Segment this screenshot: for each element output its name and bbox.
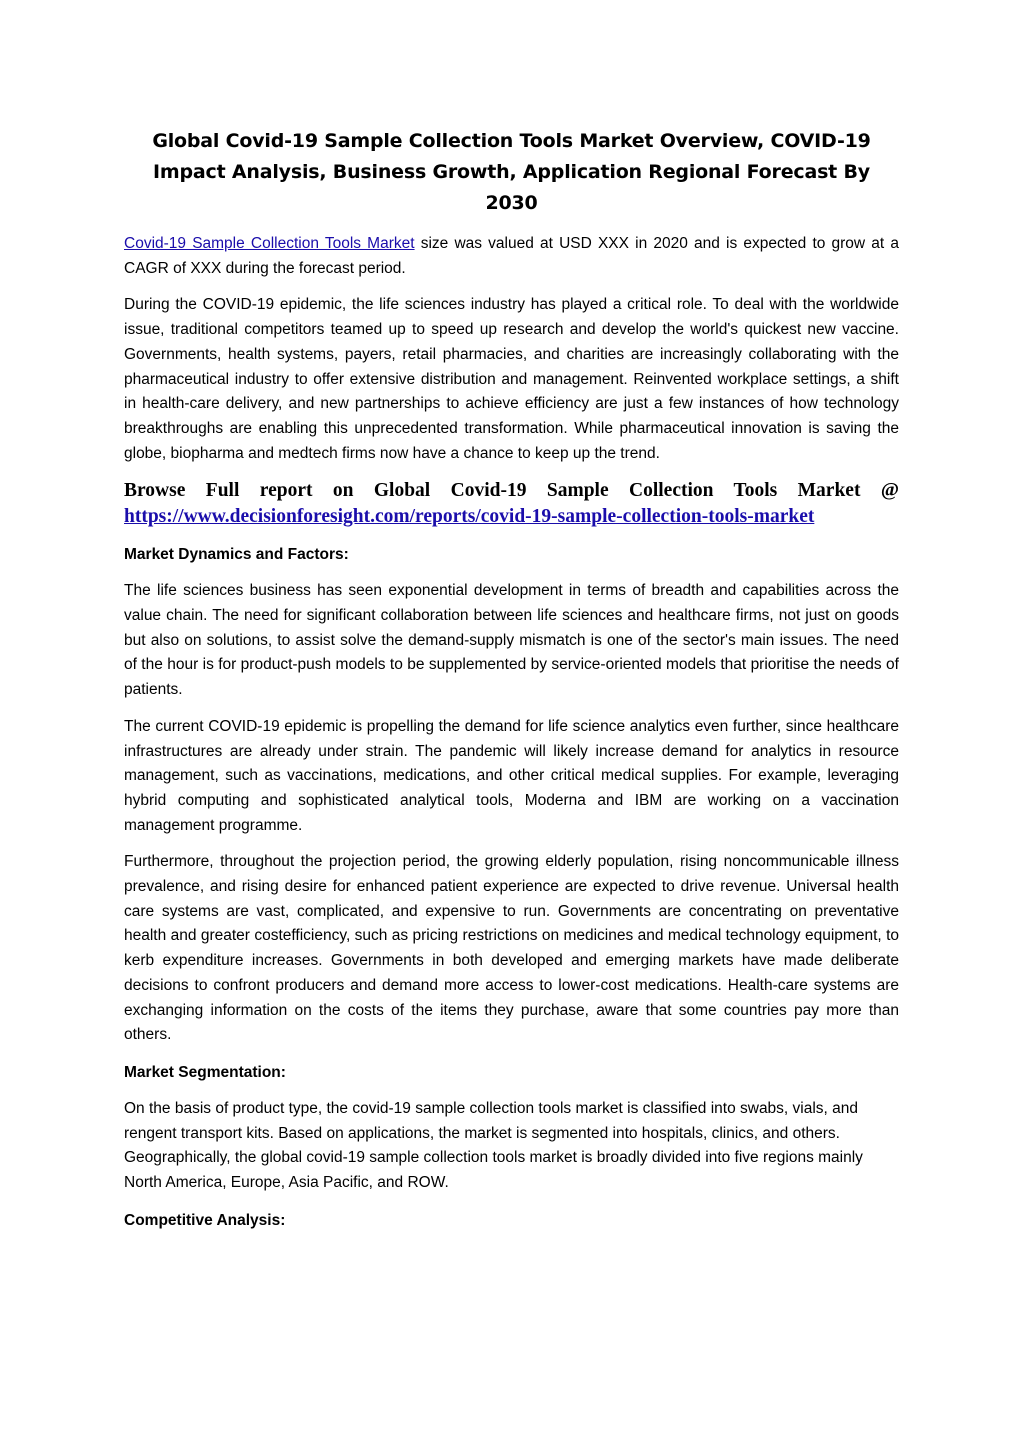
- document-page: [124, 126, 899, 1233]
- page-title: Global Covid-19 Sample Collection Tools Market Overview, COVID-19 Impact Analysis, Business Growth, Application Regional Forecast By 2030: [152, 130, 871, 214]
- browse-report-line: [124, 478, 899, 530]
- market-segmentation-heading: Market Segmentation:: [124, 1063, 286, 1081]
- intro-text: size was valued at USD XXX in 2020 and is expected to grow at a CAGR of XXX during the forecast period.: [124, 235, 899, 277]
- dynamics-paragraph-3: Furthermore, throughout the projection period, the growing elderly population, rising noncommunicable illness prevalence, and rising desire for enhanced patient experience are expected to drive revenue. Universal health care systems are vast, complicated, and expensive to run. Governments are concentrating on preventative health and greater costefficiency, such as pricing restrictions on medicines and medical technology equipment, to kerb expenditure increases. Governments in both developed and emerging markets have made deliberate decisions to confront producers and demand more access to lower-cost medications. Health-care systems are exchanging information on the costs of the items they purchase, aware that some countries pay more than others.: [124, 853, 899, 1044]
- intro-paragraph: [124, 232, 899, 281]
- segmentation-paragraph: On the basis of product type, the covid-19 sample collection tools market is classified into swabs, vials, and rengent transport kits. Based on applications, the market is segmented into hospitals, clinics, and others. Geographically, the global covid-19 sample collection tools market is broadly divided into five regions mainly North America, Europe, Asia Pacific, and ROW.: [124, 1099, 863, 1192]
- epidemic-paragraph: During the COVID-19 epidemic, the life sciences industry has played a critical role. To deal with the worldwide issue, traditional competitors teamed up to speed up research and develop the world's quickest new vaccine. Governments, health systems, payers, retail pharmacies, and charities are increasingly collaborating with the pharmaceutical industry to offer extensive distribution and management. Reinvented workplace settings, a shift in health-care delivery, and new partnerships to achieve efficiency are just a few instances of how technology breakthroughs are enabling this unprecedented transformation. While pharmaceutical innovation is saving the globe, biopharma and medtech firms now have a chance to keep up the trend.: [124, 296, 899, 462]
- dynamics-paragraph-1: The life sciences business has seen exponential development in terms of breadth and capabilities across the value chain. The need for significant collaboration between life sciences and healthcare firms, not just on goods but also on solutions, to assist solve the demand-supply mismatch is one of the sector's main issues. The need of the hour is for product-push models to be supplemented by service-oriented models that prioritise the needs of patients.: [124, 582, 899, 699]
- report-url-link[interactable]: https://www.decisionforesight.com/reports/covid-19-sample-collection-tools-market: [124, 506, 815, 528]
- market-link[interactable]: Covid-19 Sample Collection Tools Market: [124, 235, 415, 252]
- dynamics-paragraph-2: The current COVID-19 epidemic is propelling the demand for life science analytics even further, since healthcare infrastructures are already under strain. The pandemic will likely increase demand for analytics in resource management, such as vaccinations, medications, and other critical medical supplies. For example, leveraging hybrid computing and sophisticated analytical tools, Moderna and IBM are working on a vaccination management programme.: [124, 717, 899, 834]
- competitive-analysis-heading: Competitive Analysis:: [124, 1211, 286, 1229]
- browse-prefix: Browse Full report on Global Covid-19 Sample Collection Tools Market @: [124, 480, 899, 502]
- market-dynamics-heading: Market Dynamics and Factors:: [124, 546, 349, 564]
